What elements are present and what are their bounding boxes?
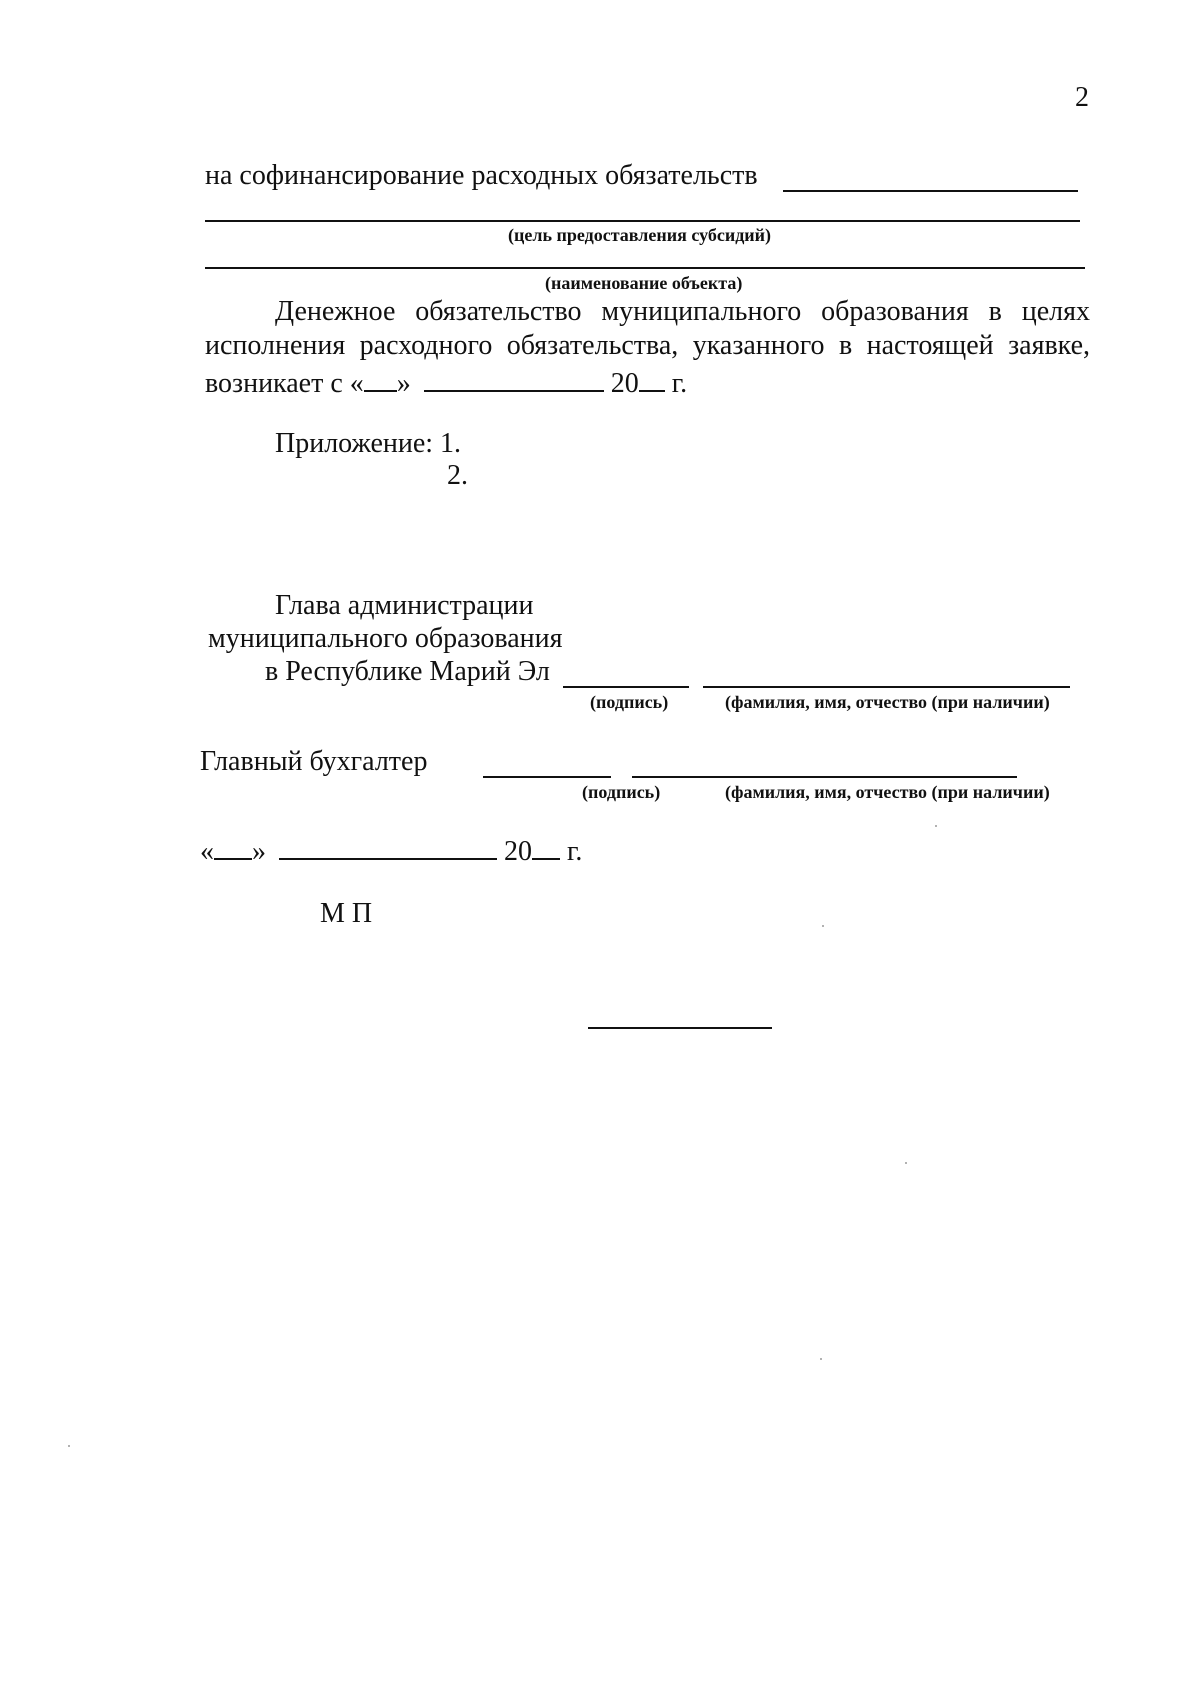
date-close-quote: »	[252, 836, 266, 867]
scan-speck	[935, 825, 937, 827]
accountant-title: Главный бухгалтер	[200, 746, 428, 777]
obligation-line-2: исполнения расходного обязательства, указанного в настоящей заявке,	[205, 330, 1090, 361]
accountant-name-blank	[632, 776, 1017, 778]
object-caption: (наименование объекта)	[545, 273, 743, 293]
date-year-suffix: г.	[567, 836, 583, 867]
head-title-line-1: Глава администрации	[275, 590, 534, 621]
closing-separator	[588, 1027, 772, 1029]
page-number: 2	[1075, 82, 1089, 113]
purpose-caption: (цель предоставления субсидий)	[508, 225, 772, 245]
date-day-blank	[214, 832, 252, 860]
scan-speck	[822, 925, 824, 927]
accountant-signature-caption: (подпись)	[582, 782, 661, 802]
obligation-year: 20	[610, 368, 639, 399]
accountant-signature-blank	[483, 776, 611, 778]
date-line	[200, 832, 582, 868]
date-year: 20	[504, 836, 532, 867]
obligation-quote-close: »	[396, 368, 411, 399]
date-month-blank	[279, 832, 497, 860]
scan-speck	[820, 1358, 822, 1360]
subsidy-target-blank	[783, 190, 1078, 192]
head-title-line-2: муниципального образования	[208, 623, 563, 654]
obligation-line-1: Денежное обязательство муниципального образования в целях	[275, 296, 1090, 327]
object-blank-line	[205, 267, 1085, 269]
scan-speck	[68, 1445, 70, 1447]
head-signature-blank	[563, 686, 689, 688]
obligation-line-3	[205, 364, 687, 400]
head-name-blank	[703, 686, 1070, 688]
obligation-year-suffix: г.	[671, 368, 688, 399]
date-open-quote: «	[200, 836, 214, 867]
subsidy-line-text: на софинансирование расходных обязательств	[205, 160, 758, 191]
accountant-name-caption: (фамилия, имя, отчество (при наличии)	[725, 782, 1050, 802]
attachments-label: Приложение: 1.	[275, 428, 462, 459]
attachment-item-2: 2.	[447, 460, 468, 491]
head-title-line-3: в Республике Марий Эл	[265, 656, 550, 687]
date-year-blank	[532, 832, 560, 860]
obligation-month-blank	[424, 364, 604, 392]
stamp-place-label: М П	[320, 898, 373, 929]
obligation-year-blank	[639, 364, 665, 392]
obligation-day-blank	[364, 364, 397, 392]
purpose-blank-line	[205, 220, 1080, 222]
head-signature-caption: (подпись)	[590, 692, 669, 712]
head-name-caption: (фамилия, имя, отчество (при наличии)	[725, 692, 1050, 712]
obligation-date-prefix: возникает с «	[205, 368, 364, 399]
scan-speck	[905, 1162, 907, 1164]
